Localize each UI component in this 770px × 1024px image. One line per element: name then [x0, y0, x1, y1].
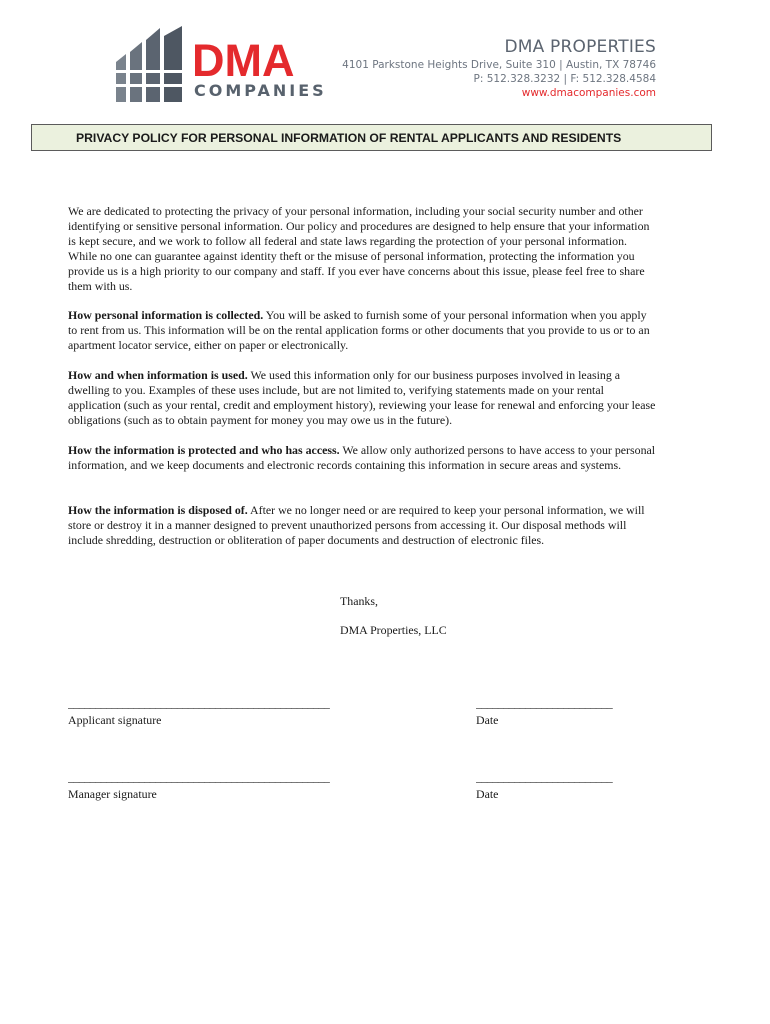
logo-sub-text: COMPANIES: [194, 81, 327, 100]
section-text: You will be asked to furnish some of your personal information when you apply to rent from us. This information will be on the rental application forms or other documents that you provide to us or to an apartment locator service, either on paper or electronically.: [68, 308, 650, 352]
document-title: PRIVACY POLICY FOR PERSONAL INFORMATION OF RENTAL APPLICANTS AND RESIDENTS: [76, 131, 622, 145]
section-text: After we no longer need or are required to keep your personal information, we will store or destroy it in a manner designed to prevent unauthorized persons from accessing it. Our disposal methods will include shredding, destruction or obliteration of paper documents and destruction of electronic files.: [68, 503, 645, 547]
manager-signature-label: Manager signature: [68, 787, 157, 801]
applicant-signature-line[interactable]: ________________________________________________: [68, 697, 330, 709]
applicant-signature-label: Applicant signature: [68, 713, 162, 727]
applicant-date-line[interactable]: _________________________: [476, 697, 613, 709]
manager-date-line[interactable]: _________________________: [476, 771, 613, 783]
closing-signoff: DMA Properties, LLC: [340, 623, 447, 637]
company-address: 4101 Parkstone Heights Drive, Suite 310 | Austin, TX 78746: [342, 59, 656, 71]
intro-text: We are dedicated to protecting the privacy of your personal information, including your social security number and other identifying or sensitive personal information. Our policy and procedures are designed to help ensure that your information is kept secure, and we work to follow all federal and state laws regarding the protection of your personal information. While no one can guarantee against identity theft or the misuse of personal information, protecting the information you provide us is a high priority to our company and staff. If you ever have concerns about this issue, please feel free to share them with us.: [68, 204, 650, 293]
section-paragraph: [68, 443, 658, 473]
intro-paragraph: [68, 204, 658, 294]
company-contact-block: [342, 36, 656, 100]
company-name: DMA PROPERTIES: [504, 37, 656, 57]
manager-signature-line[interactable]: ________________________________________________: [68, 771, 330, 783]
section-paragraph: [68, 308, 658, 353]
applicant-date-label: Date: [476, 713, 499, 727]
section-paragraph: [68, 368, 658, 428]
document-title-box: [31, 124, 712, 151]
section-heading: How and when information is used.: [68, 368, 248, 382]
building-bars-icon: [112, 26, 190, 106]
logo-brand-text: DMA: [192, 35, 295, 86]
section-heading: How personal information is collected.: [68, 308, 264, 322]
manager-date-label: Date: [476, 787, 499, 801]
company-logo: [112, 26, 327, 106]
section-text: We allow only authorized persons to have access to your personal information, and we keep documents and electronic records containing this information in secure areas and systems.: [68, 443, 656, 472]
company-website-link[interactable]: www.dmacompanies.com: [521, 87, 656, 99]
company-phone: P: 512.328.3232 | F: 512.328.4584: [473, 73, 656, 85]
section-text: We used this information only for our business purposes involved in leasing a dwelling to you. Examples of these uses include, but are not limited to, verifying statements made on your rental application (such as your rental, credit and employment history), reviewing your lease for renewal and enforcing your lease obligations (such as to obtain payment for money you may owe us in the future).: [68, 368, 656, 427]
section-paragraph: [68, 503, 658, 548]
section-heading: How the information is protected and who has access.: [68, 443, 340, 457]
section-heading: How the information is disposed of.: [68, 503, 248, 517]
closing-thanks: Thanks,: [340, 594, 378, 608]
